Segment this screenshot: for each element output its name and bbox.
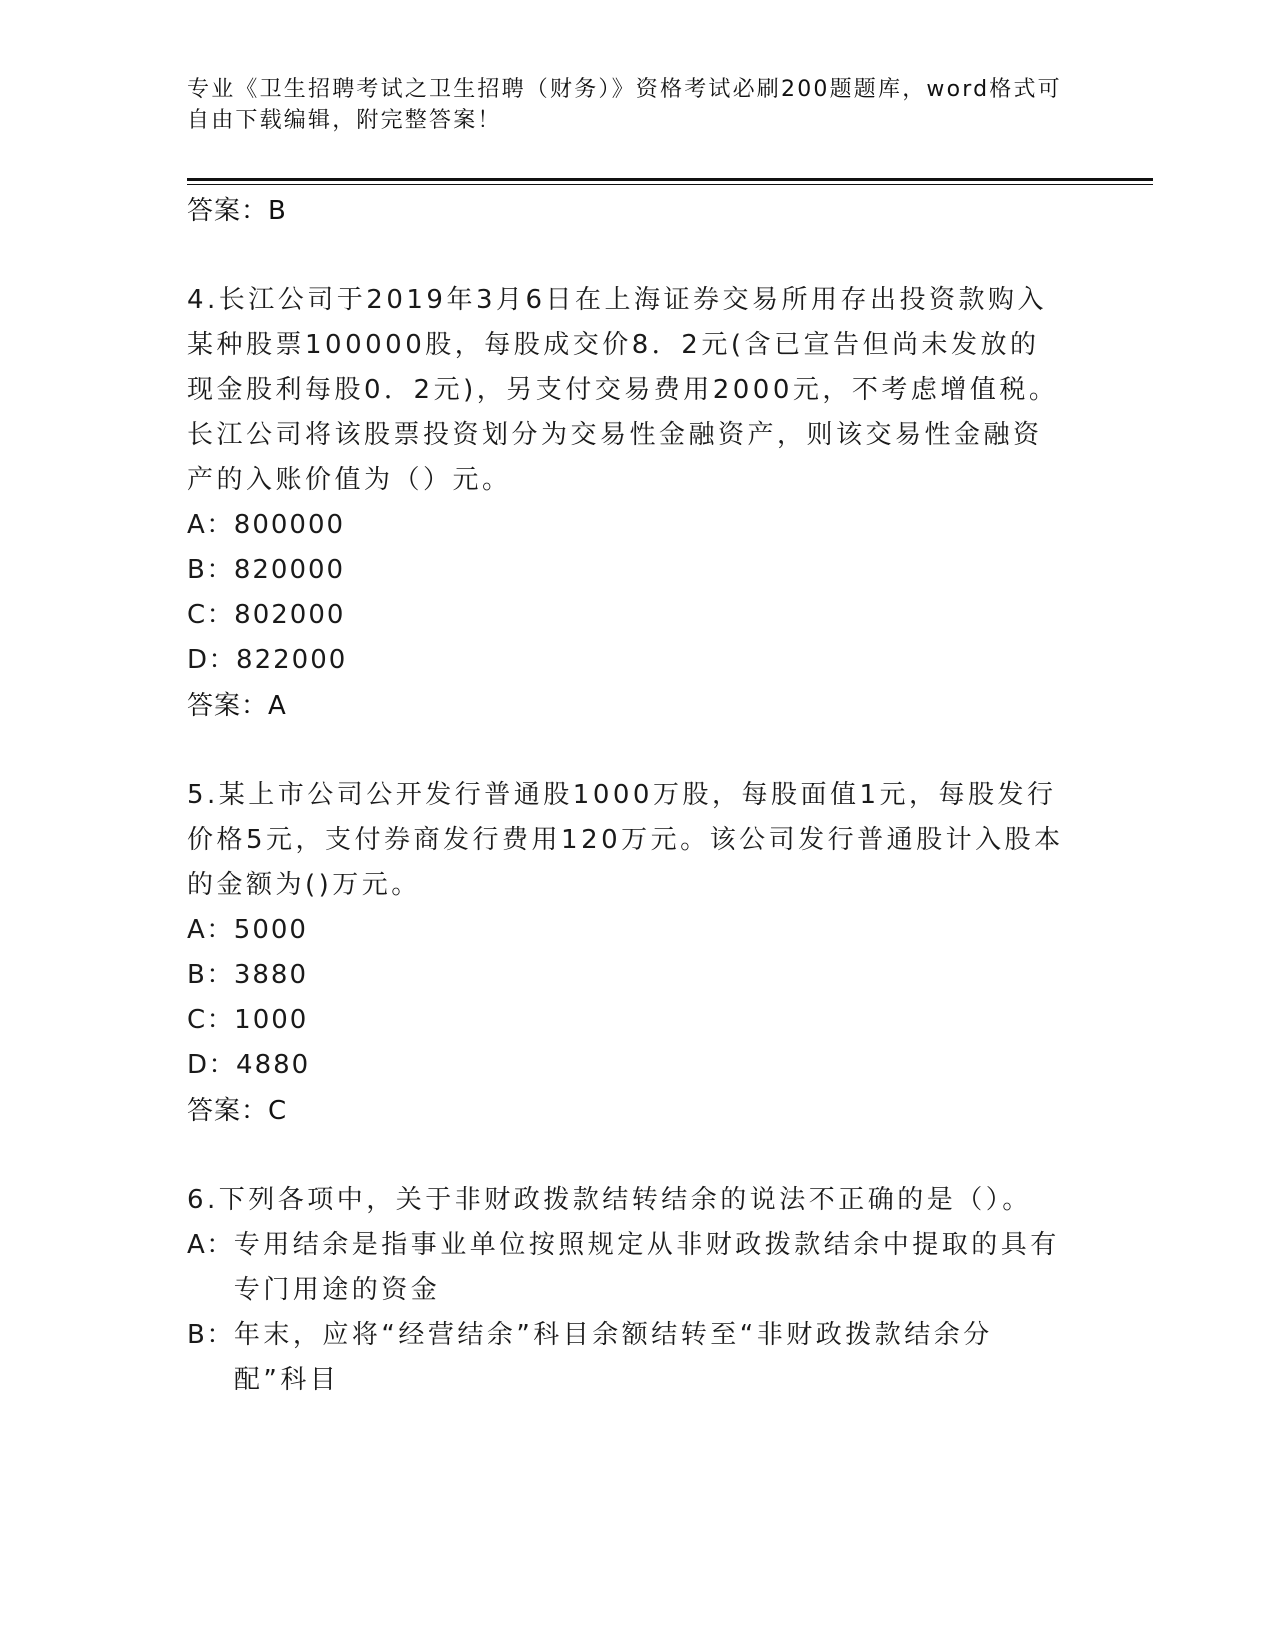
option-label: A： xyxy=(187,915,234,945)
option-label: C： xyxy=(187,1005,235,1035)
option-label: B： xyxy=(187,960,234,990)
option-text: 1000 xyxy=(234,1005,309,1035)
option-text: 820000 xyxy=(233,555,346,585)
option-text: 822000 xyxy=(236,645,348,675)
option-a xyxy=(187,503,1067,548)
option-d xyxy=(187,638,1067,683)
answer-line: 答案：A xyxy=(187,691,287,721)
option-a xyxy=(187,1223,1067,1313)
option-text: 专用结余是指事业单位按照规定从非财政拨款结余中提取的具有专门用途的资金 xyxy=(233,1230,1060,1305)
option-text: 802000 xyxy=(234,600,346,630)
question-block xyxy=(187,773,1067,1134)
document-body xyxy=(187,188,1067,1403)
option-d xyxy=(187,1043,1067,1088)
option-label: A： xyxy=(187,510,234,540)
option-label: C： xyxy=(187,600,235,630)
option-text: 年末，应将“经营结余”科目余额结转至“非财政拨款结余分配”科目 xyxy=(233,1320,993,1395)
option-text: 5000 xyxy=(233,915,308,945)
question-stem: 6.下列各项中，关于非财政拨款结转结余的说法不正确的是（）。 xyxy=(187,1185,1032,1215)
option-c xyxy=(187,998,1067,1043)
option-label: D： xyxy=(187,1050,237,1080)
option-b xyxy=(187,953,1067,998)
option-text: 4880 xyxy=(236,1050,311,1080)
option-b xyxy=(187,1313,1067,1403)
option-label: A： xyxy=(187,1230,234,1260)
page-header: 专业《卫生招聘考试之卫生招聘（财务）》资格考试必刷200题题库，word格式可自由下载编辑，附完整答案！ xyxy=(187,77,1062,133)
option-a xyxy=(187,908,1067,953)
option-c xyxy=(187,593,1067,638)
option-label: D： xyxy=(187,645,237,675)
answer-line: 答案：B xyxy=(187,196,287,226)
option-label: B： xyxy=(187,555,234,585)
option-text: 800000 xyxy=(233,510,346,540)
question-block xyxy=(187,278,1067,729)
option-b xyxy=(187,548,1067,593)
option-text: 3880 xyxy=(233,960,309,990)
answer-line: 答案：C xyxy=(187,1096,288,1126)
header-divider-thin xyxy=(187,184,1153,185)
option-label: B： xyxy=(187,1320,234,1350)
question-block xyxy=(187,1178,1067,1403)
header-divider-thick xyxy=(187,178,1153,181)
question-stem: 5.某上市公司公开发行普通股1000万股，每股面值1元，每股发行价格5元，支付券商发行费用120万元。该公司发行普通股计入股本的金额为()万元。 xyxy=(187,780,1064,900)
question-stem: 4.长江公司于2019年3月6日在上海证券交易所用存出投资款购入某种股票100000股，每股成交价8．2元(含已宣告但尚未发放的现金股利每股0．2元)，另支付交易费用2000元，不考虑增值税。长江公司将该股票投资划分为交易性金融资产，则该交易性金融资产的入账价值为（）元。 xyxy=(187,285,1059,495)
